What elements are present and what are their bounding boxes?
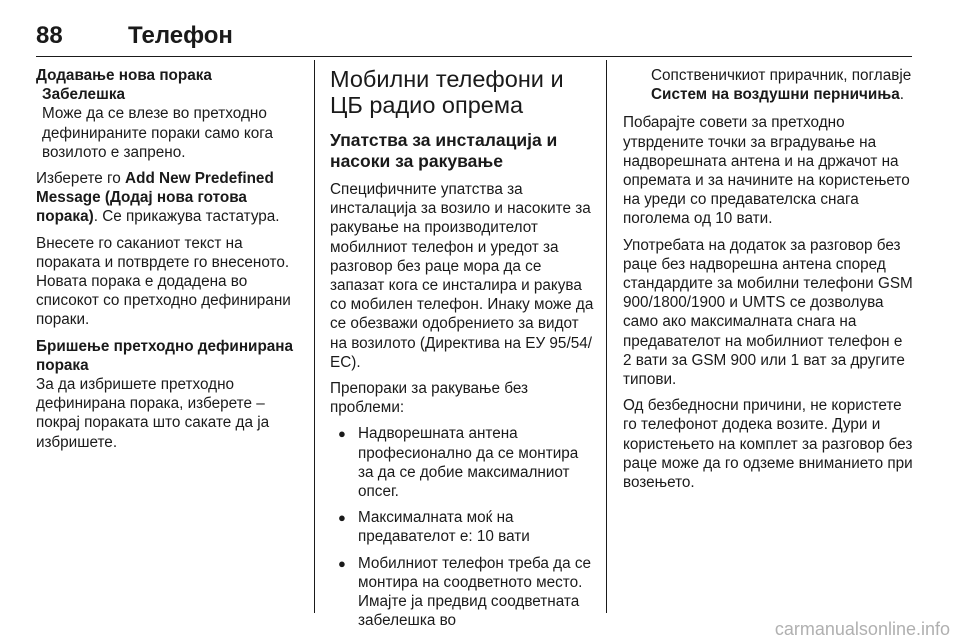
menu-option-add-predefined: Add New Predefined Message (Додај нова готова порака) [36, 170, 274, 226]
column-divider-1 [314, 60, 315, 613]
recommendations-intro: Препораки за ракување без проблеми: [330, 380, 529, 417]
add-message-heading: Додавање нова порака [36, 67, 212, 84]
section-title: Телефон [128, 22, 233, 49]
installation-subtitle: Упатства за инсталација и насоки за ракување [330, 130, 558, 171]
handsfree-usage-paragraph: Употребата на додаток за разговор без раце без надворешна антена според стандардите за мобилни телефони GSM 900/1800/1900 и UMTS се дозволува само ако максималната снага на предавателот на мобилниот телефон е 2 вати за GSM 900 или 1 ват за другите типови. [623, 236, 913, 389]
list-item-text: Надворешната антена професионално да се монтира за да се добие максималниот опсег. [358, 425, 579, 501]
airbag-chapter-ref: Систем на воздушни перничиња [651, 86, 900, 104]
note-text: Може да се влезе во претходно дефинираните пораки само кога возилото е запрено. [42, 105, 273, 161]
instruction-suffix: . Се прикажува тастатура. [93, 208, 280, 226]
bullet-continuation [623, 66, 915, 104]
installation-paragraph: Специфичните упатства за инсталација за возило и насоките за ракување на производителот мобилниот телефон и уредот за разговор без раце мора да се запазат кога се инсталира и ракува со мобилен телефон. Инаку може да се обезважи одобрението за видот на возилото (Директива на ЕУ 95/54/ЕС). [330, 181, 594, 371]
add-message-instruction [36, 169, 302, 227]
enter-text-paragraph: Внесете го саканиот текст на пораката и потврдете го внесеното. Новата порака е додадена во списокот со претходно дефинирани пораки. [36, 234, 291, 329]
delete-message-heading: Бришење претходно дефинирана порака [36, 337, 294, 374]
continuation-suffix: . [899, 86, 904, 104]
list-item-text: Мобилниот телефон треба да се монтира на соодветното место. Имајте ја предвид соодветната забелешка во [358, 554, 591, 630]
column-left [36, 66, 302, 459]
column-middle [330, 66, 598, 637]
column-right [623, 66, 915, 499]
header-divider [36, 56, 912, 57]
mobile-phones-title: Мобилни телефони и ЦБ радио опрема [330, 66, 564, 118]
safety-paragraph: Од безбедносни причини, не користете го телефонот додека возите. Дури и користењето на комплет за разговор без раце може да го одземе вниманието при возењето. [623, 397, 913, 492]
list-item [330, 508, 598, 546]
list-item [330, 424, 598, 501]
note-title: Забелешка [42, 86, 125, 104]
page-number: 88 [36, 22, 63, 49]
list-item [330, 554, 598, 631]
bullet-icon: ● [338, 426, 346, 442]
column-divider-2 [606, 60, 607, 613]
note-box [36, 85, 302, 162]
antenna-advice-paragraph: Побарајте совети за претходно утврдените точки за вградување на надворешната антена и на држачот на опремата и за начините на користењето на уреди со предавателска снага поголема од 10 вати. [623, 114, 910, 228]
continuation-prefix: Сопственичкиот прирачник, поглавје [651, 67, 912, 84]
instruction-prefix: Изберете го [36, 170, 126, 188]
list-item-text: Максималната моќ на предавателот е: 10 вати [358, 509, 530, 546]
watermark: carmanualsonline.info [774, 619, 950, 639]
bullet-icon: ● [338, 555, 346, 571]
bullet-icon: ● [338, 510, 346, 526]
recommendations-list [330, 424, 598, 630]
page-header [36, 22, 912, 52]
delete-message-text: За да избришете претходно дефинирана порака, изберете – покрај пораката што сакате да ја избришете. [36, 376, 270, 451]
